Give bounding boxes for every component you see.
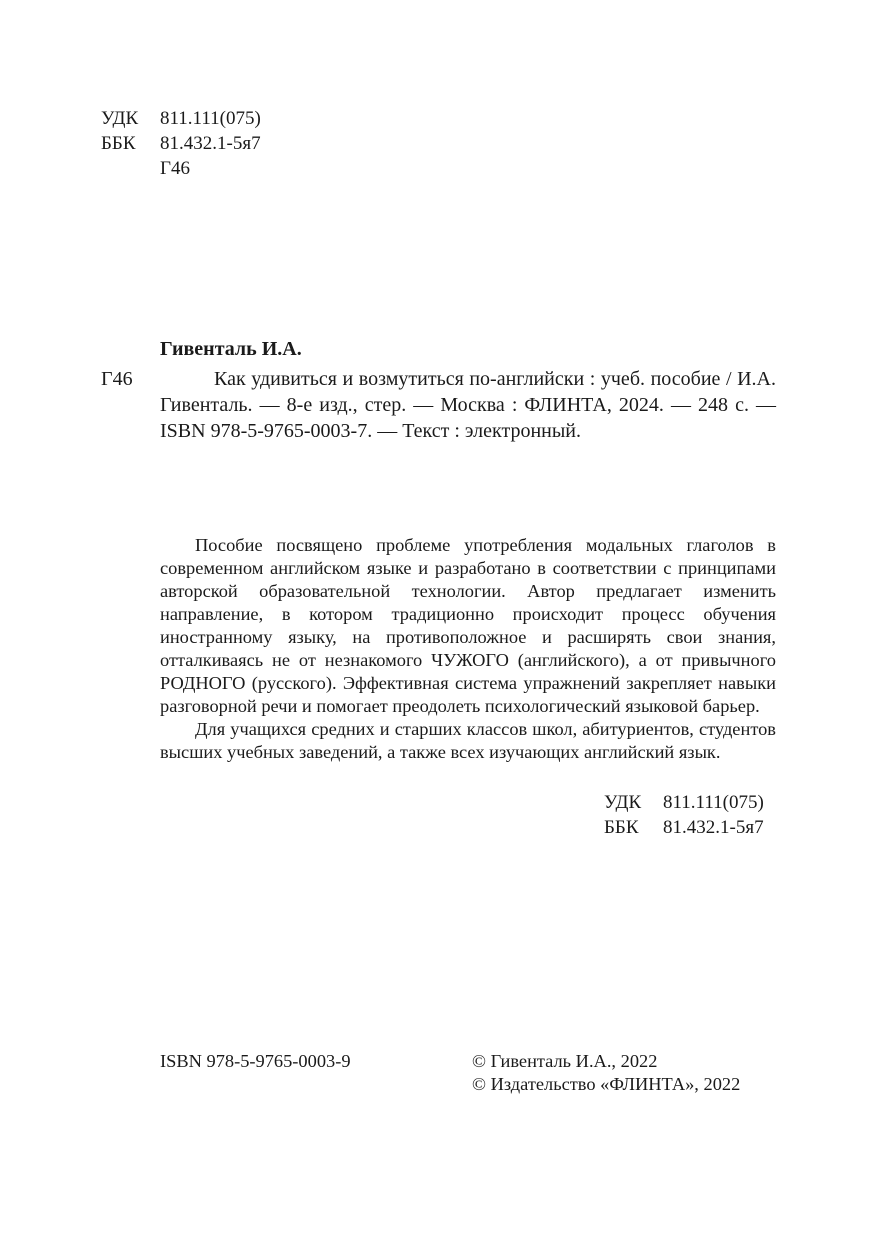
bibliographic-text: Как удивиться и возмутиться по-английски : учеб. пособие / И.А. Гивенталь. — 8-е изд., стер. — Москва : ФЛИНТА, 2024. — 248 с. — ISBN 978-5-9765-0003-7. — Текст : электронный. bbox=[160, 368, 776, 442]
udk-value-bottom: 811.111(075) bbox=[663, 792, 764, 813]
bbk-label: ББК bbox=[101, 133, 136, 154]
udk-row bbox=[101, 106, 301, 131]
header-classification bbox=[101, 106, 301, 186]
isbn: ISBN 978-5-9765-0003-9 bbox=[160, 1051, 351, 1071]
udk-row-bottom bbox=[604, 790, 804, 815]
abstract bbox=[160, 534, 776, 764]
bbk-value-bottom: 81.432.1-5я7 bbox=[663, 817, 764, 838]
bbk-row-bottom bbox=[604, 815, 804, 840]
bbk-row bbox=[101, 131, 301, 156]
udk-label: УДК bbox=[101, 108, 139, 129]
author-mark: Г46 bbox=[160, 158, 190, 179]
classification-block bbox=[604, 790, 804, 840]
record-author-mark: Г46 bbox=[101, 368, 133, 390]
author-name: Гивенталь И.А. bbox=[160, 338, 302, 360]
abstract-paragraph-2: Для учащихся средних и старших классов школ, абитуриентов, студентов высших учебных заведений, а также всех изучающих английский язык. bbox=[160, 719, 776, 762]
abstract-paragraph-1: Пособие посвящено проблеме употребления модальных глаголов в современном английском языке и разработано в соответствии с принципами авторской образовательной технологии. Автор предлагает изменить направление, в котором традиционно происходит процесс обучения иностранному языку, на противоположное и расширять свои знания, отталкиваясь не от незнакомого ЧУЖОГО (английского), а от привычного РОДНОГО (русского). Эффективная система упражнений закрепляет навыки разговорной речи и помогает преодолеть психологический языковой барьер. bbox=[160, 535, 776, 716]
copyright-publisher: © Издательство «ФЛИНТА», 2022 bbox=[472, 1074, 741, 1094]
copyright-block bbox=[472, 1050, 740, 1096]
bbk-value: 81.432.1-5я7 bbox=[160, 133, 261, 154]
copyright-author: © Гивенталь И.А., 2022 bbox=[472, 1051, 658, 1071]
bibliographic-description bbox=[160, 366, 776, 444]
bbk-label-bottom: ББК bbox=[604, 817, 639, 838]
udk-label-bottom: УДК bbox=[604, 792, 642, 813]
udk-value: 811.111(075) bbox=[160, 108, 261, 129]
